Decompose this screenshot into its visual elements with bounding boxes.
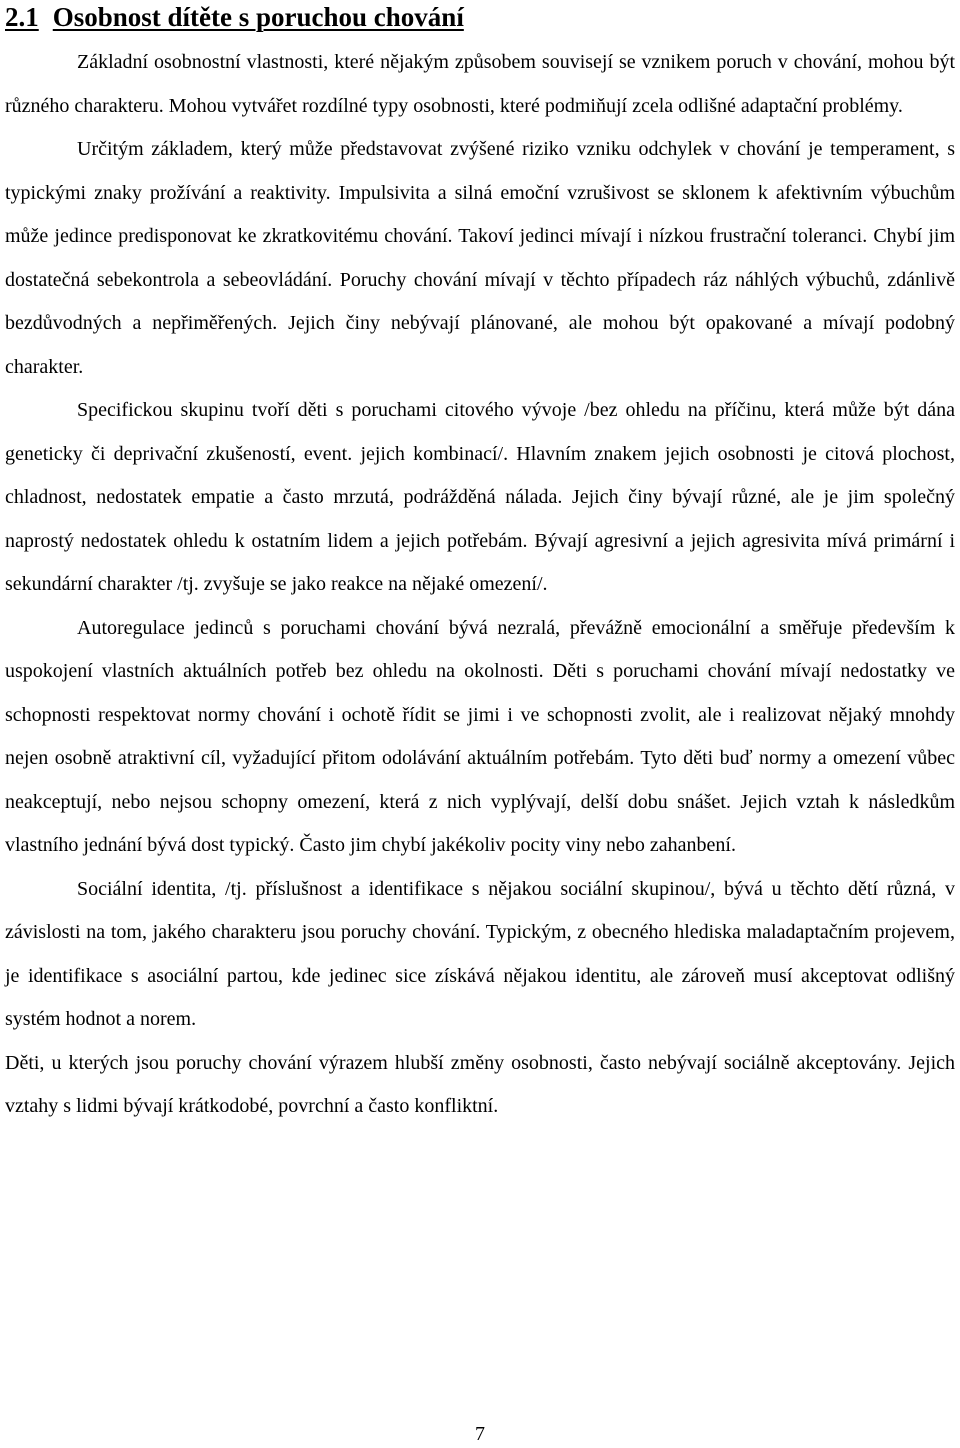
paragraph-emotional-disorders: Specifickou skupinu tvoří děti s poruchami citového vývoje /bez ohledu na příčinu, která může být dána geneticky či deprivační zkušeností, event. jejich kombinací/. Hlavním znakem jejich osobnosti je citová plochost, chladnost, nedostatek empatie a často mrzutá, podrážděná nálada. Jejich činy bývají různé, ale je jim společný naprostý nedostatek ohledu k ostatním lidem a jejich potřebám. Bývají agresivní a jejich agresivita mívá primární i sekundární charakter /tj. zvyšuje se jako reakce na nějaké omezení/. — [5, 399, 955, 595]
paragraph-autoregulation: Autoregulace jedinců s poruchami chování bývá nezralá, převážně emocionální a směřuje především k uspokojení vlastních aktuálních potřeb bez ohledu na okolnosti. Děti s poruchami chování mívají nedostatky ve schopnosti respektovat normy chování i ochotě řídit se jimi i ve schopnosti zvolit, ale i realizovat nějaký mnohdy nejen osobně atraktivní cíl, vyžadující přitom odolávání aktuálním potřebám. Tyto děti buď normy a omezení vůbec neakceptují, nebo nejsou schopny omezení, která z nich vyplývají, delší dobu snášet. Jejich vztah k následkům vlastního jednání bývá dost typický. Často jim chybí jakékoliv pocity viny nebo zahanbení. — [5, 616, 955, 856]
page-number: 7 — [475, 1423, 485, 1445]
document-page — [5, 0, 955, 1129]
section-number: 2.1 — [5, 2, 39, 32]
paragraph-social-acceptance: Děti, u kterých jsou poruchy chování výrazem hlubší změny osobnosti, často nebývají sociálně akceptovány. Jejich vztahy s lidmi bývají krátkodobé, povrchní a často konfliktní. — [5, 1051, 955, 1117]
section-title: Osobnost dítěte s poruchou chování — [52, 2, 464, 32]
paragraph-basic-traits: Základní osobnostní vlastnosti, které nějakým způsobem souvisejí se vznikem poruch v chování, mohou být různého charakteru. Mohou vytvářet rozdílné typy osobnosti, které podmiňují zcela odlišné adaptační problémy. — [5, 51, 955, 117]
paragraph-social-identity: Sociální identita, /tj. příslušnost a identifikace s nějakou sociální skupinou/, bývá u těchto dětí různá, v závislosti na tom, jakého charakteru jsou poruchy chování. Typickým, z obecného hlediska maladaptačním projevem, je identifikace s asociální partou, kde jedinec sice získává nějakou identitu, ale zároveň musí akceptovat odlišný systém hodnot a norem. — [5, 877, 955, 1030]
section-heading — [5, 0, 955, 33]
paragraph-temperament: Určitým základem, který může představovat zvýšené riziko vzniku odchylek v chování je temperament, s typickými znaky prožívání a reaktivity. Impulsivita a silná emoční vzrušivost se sklonem k afektivním výbuchům může jedince predisponovat ke zkratkovitému chování. Takoví jedinci mívají i nízkou frustrační toleranci. Chybí jim dostatečná sebekontrola a sebeovládání. Poruchy chování mívají v těchto případech ráz náhlých výbuchů, zdánlivě bezdůvodných a nepřiměřených. Jejich činy nebývají plánované, ale mohou být opakované a mívají podobný charakter. — [5, 138, 955, 378]
